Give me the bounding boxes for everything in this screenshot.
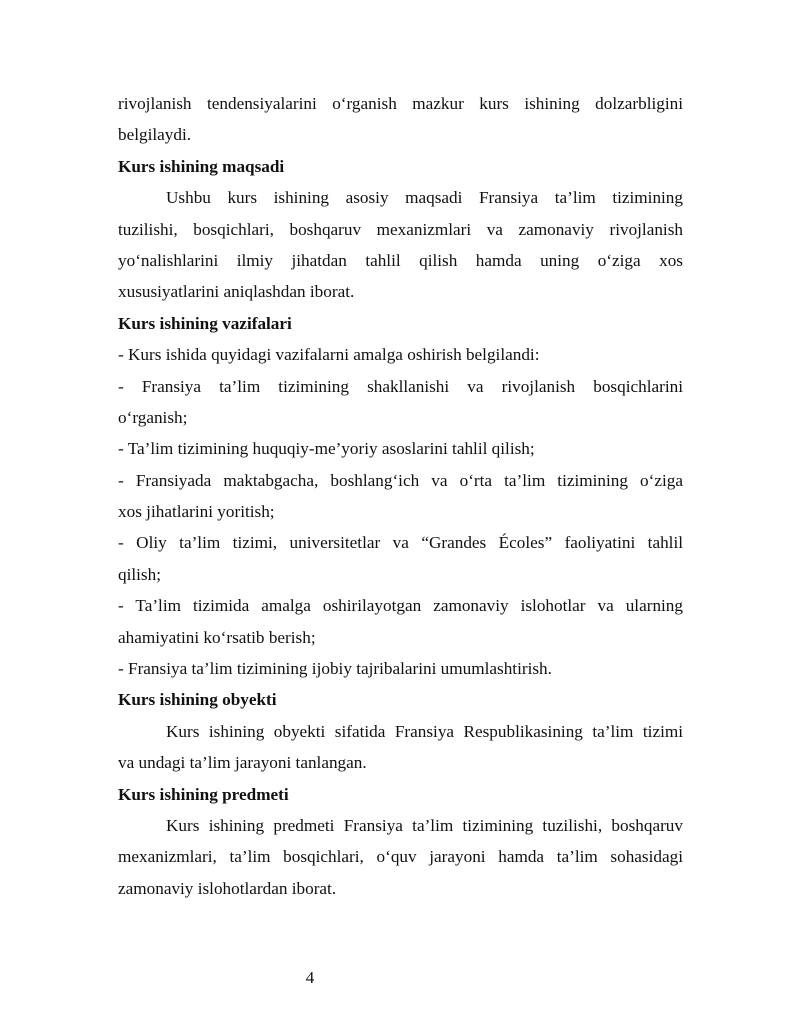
list-item-line: - Fransiyada maktabgacha, boshlang‘ich va o‘rta ta’lim tizimining o‘ziga — [118, 470, 683, 490]
text-line: Kurs ishining obyekti sifatida Fransiya Respublikasining ta’lim tizimi — [166, 721, 683, 741]
list-item-line: - Oliy ta’lim tizimi, universitetlar va “Grandes Écoles” faoliyatini tahlil — [118, 533, 683, 553]
section-heading-maqsadi: Kurs ishining maqsadi — [118, 156, 285, 176]
list-item-line: - Ta’lim tizimining huquqiy-me’yoriy asoslarini tahlil qilish; — [118, 439, 535, 459]
list-item-line: - Fransiya ta’lim tizimining ijobiy tajribalarini umumlashtirish. — [118, 659, 552, 679]
text-line: mexanizmlari, ta’lim bosqichlari, o‘quv jarayoni hamda ta’lim sohasidagi — [118, 847, 683, 867]
page-number: 4 — [305, 968, 315, 987]
list-item-line: - Ta’lim tizimida amalga oshirilayotgan zamonaviy islohotlar va ularning — [118, 596, 683, 616]
text-line: zamonaviy islohotlardan iborat. — [118, 878, 337, 898]
section-heading-vazifalari: Kurs ishining vazifalari — [118, 313, 292, 333]
section-heading-obyekti: Kurs ishining obyekti — [118, 690, 277, 710]
list-item-line: o‘rganish; — [118, 407, 188, 427]
section-heading-predmeti: Kurs ishining predmeti — [118, 784, 289, 804]
text-line: tuzilishi, bosqichlari, boshqaruv mexanizmlari va zamonaviy rivojlanish — [118, 219, 683, 239]
list-item-line: qilish; — [118, 564, 161, 584]
list-item-line: xos jihatlarini yoritish; — [118, 502, 275, 522]
text-line: belgilaydi. — [118, 125, 192, 145]
list-item-line: - Fransiya ta’lim tizimining shakllanishi va rivojlanish bosqichlarini — [118, 376, 683, 396]
list-item-line: ahamiyatini ko‘rsatib berish; — [118, 627, 316, 647]
text-line: - Kurs ishida quyidagi vazifalarni amalga oshirish belgilandi: — [118, 345, 540, 365]
text-line: yo‘nalishlarini ilmiy jihatdan tahlil qilish hamda uning o‘ziga xos — [118, 250, 683, 270]
text-line: Kurs ishining predmeti Fransiya ta’lim tizimining tuzilishi, boshqaruv — [166, 815, 683, 835]
text-line: Ushbu kurs ishining asosiy maqsadi Fransiya ta’lim tizimining — [166, 188, 683, 208]
text-line: va undagi ta’lim jarayoni tanlangan. — [118, 753, 367, 773]
text-line: xususiyatlarini aniqlashdan iborat. — [118, 282, 355, 302]
document-page — [118, 88, 683, 904]
text-line: rivojlanish tendensiyalarini o‘rganish mazkur kurs ishining dolzarbligini — [118, 94, 683, 113]
